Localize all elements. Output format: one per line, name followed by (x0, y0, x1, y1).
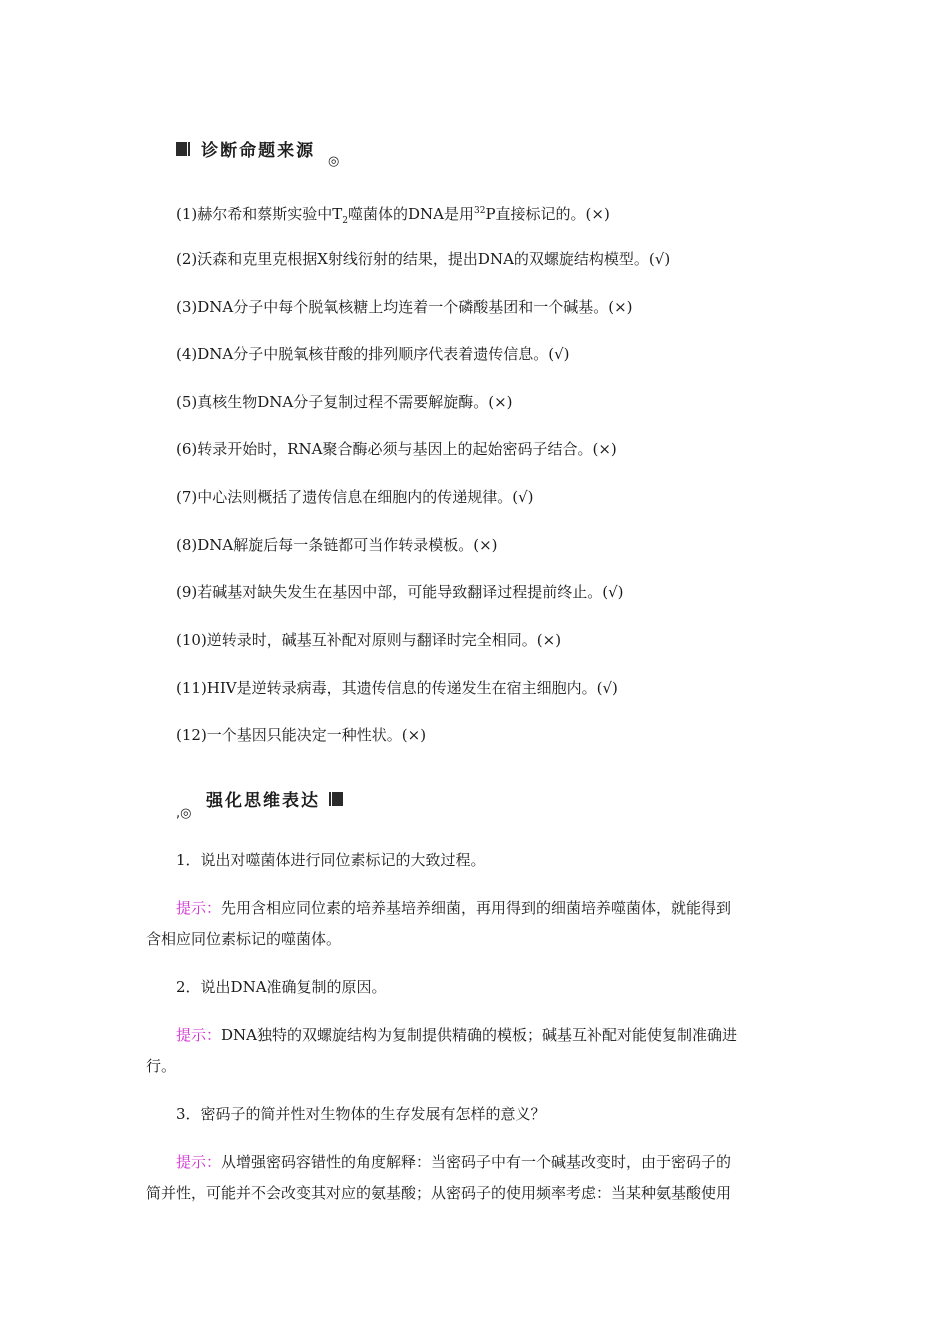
answer-1-line2: 含相应同位素标记的噬菌体。 (146, 930, 342, 948)
list-item-10: (10)逆转录时，碱基互补配对原则与翻译时完全相同。(×) (176, 631, 562, 649)
list-item-3: (3)DNA分子中每个脱氧核糖上均连着一个磷酸基团和一个碱基。(×) (176, 298, 633, 316)
bars-icon (329, 791, 343, 806)
section1-title: 诊断命题来源 (201, 141, 316, 161)
section2-mark: ,◎ (176, 806, 192, 821)
list-item-5: (5)真核生物DNA分子复制过程不需要解旋酶。(×) (176, 393, 513, 411)
section2-title: 强化思维表达 (206, 791, 320, 811)
list-item-12: (12)一个基因只能决定一种性状。(×) (176, 726, 427, 744)
question-1: 1．说出对噬菌体进行同位素标记的大致过程。 (176, 851, 486, 869)
list-item-1: (1)赫尔希和蔡斯实验中$T_2$噬菌体的DNA是用$^{32}$P直接标记的。(×) (176, 205, 610, 226)
section1-mark: ◎ (328, 154, 340, 169)
hint-label: 提示： (176, 899, 222, 917)
answer-2-line1: 提示：DNA独特的双螺旋结构为复制提供精确的模板；碱基互补配对能使复制准确进 (176, 1026, 738, 1044)
list-item-9: (9)若碱基对缺失发生在基因中部，可能导致翻译过程提前终止。(√) (176, 583, 624, 601)
list-item-6: (6)转录开始时，RNA聚合酶必须与基因上的起始密码子结合。(×) (176, 440, 617, 458)
answer-3-line1: 提示：从增强密码容错性的角度解释：当密码子中有一个碱基改变时，由于密码子的 (176, 1153, 732, 1171)
list-item-7: (7)中心法则概括了遗传信息在细胞内的传递规律。(√) (176, 488, 534, 506)
bars-icon (176, 141, 190, 156)
section2-header (206, 786, 343, 811)
question-3: 3．密码子的简并性对生物体的生存发展有怎样的意义？ (176, 1105, 546, 1123)
hint-label: 提示： (176, 1153, 222, 1171)
question-2: 2．说出DNA准确复制的原因。 (176, 978, 387, 996)
answer-3-line2: 简并性，可能并不会改变其对应的氨基酸；从密码子的使用频率考虑：当某种氨基酸使用 (146, 1184, 732, 1202)
hint-label: 提示： (176, 1026, 222, 1044)
list-item-2: (2)沃森和克里克根据X射线衍射的结果，提出DNA的双螺旋结构模型。(√) (176, 250, 671, 268)
section1-header (176, 136, 315, 161)
answer-2-line2: 行。 (146, 1057, 177, 1075)
list-item-11: (11)HIV是逆转录病毒，其遗传信息的传递发生在宿主细胞内。(√) (176, 679, 618, 697)
list-item-8: (8)DNA解旋后每一条链都可当作转录模板。(×) (176, 536, 498, 554)
answer-1-line1: 提示：先用含相应同位素的培养基培养细菌，再用得到的细菌培养噬菌体，就能得到 (176, 899, 732, 917)
list-item-4: (4)DNA分子中脱氧核苷酸的排列顺序代表着遗传信息。(√) (176, 345, 570, 363)
